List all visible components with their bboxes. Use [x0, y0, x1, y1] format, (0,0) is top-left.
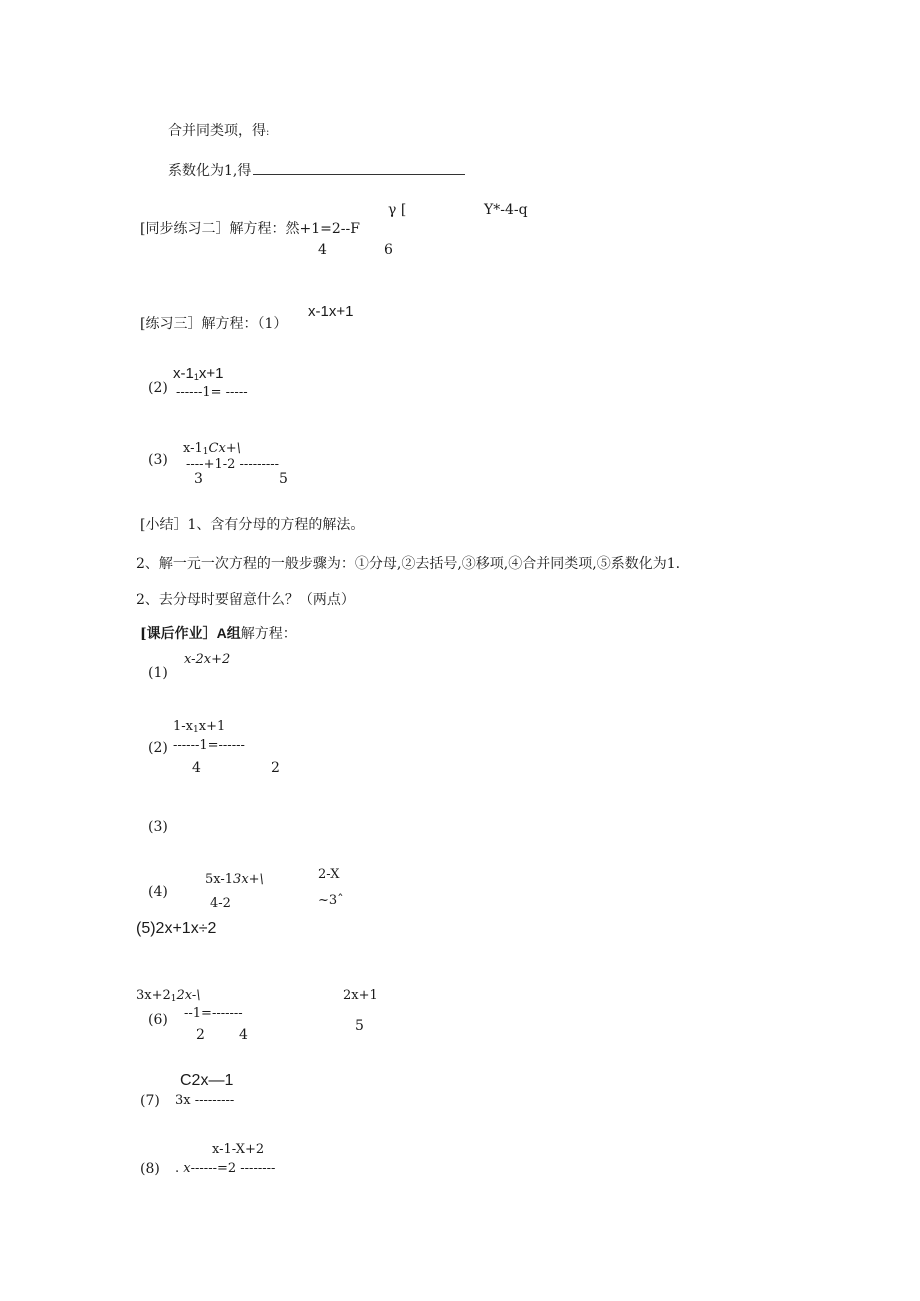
numerator: [205, 872, 264, 888]
denominator: 5: [279, 471, 288, 487]
numerator: [173, 366, 223, 385]
numerator: [173, 719, 225, 738]
problem-label: (3): [148, 452, 168, 468]
problem-label: (2): [148, 380, 168, 396]
numerator: x-2x+2: [184, 652, 231, 667]
text-line: [168, 123, 269, 141]
problem-label: (3): [148, 819, 168, 835]
text: 1: [202, 447, 209, 457]
problem-line: (5)2x+1x÷2: [136, 920, 217, 937]
text: 1: [193, 372, 199, 382]
answer-blank: [253, 162, 465, 175]
text-line: 2、去分母时要留意什么？（两点）: [136, 592, 355, 608]
text: 系数化为1,得: [168, 163, 252, 179]
text: Cx+\: [208, 441, 242, 456]
text: 3x+2: [136, 988, 171, 1003]
denominator: 6: [384, 242, 393, 258]
text: 合并同类项，得: [168, 123, 266, 139]
text: .: [175, 1161, 180, 1176]
text: 1: [170, 994, 177, 1004]
text-line: [168, 162, 465, 179]
numerator: 2-X: [318, 867, 340, 882]
text: 解方程：: [240, 626, 297, 642]
fraction-line: ------1= -----: [176, 385, 248, 400]
text: A组: [216, 625, 241, 641]
text: γ [: [388, 202, 407, 218]
fraction-line: [175, 1161, 275, 1177]
numerator: x-1x+1: [308, 303, 354, 320]
section-heading: [140, 625, 297, 642]
text: 1-x: [173, 719, 193, 734]
fraction-line: ----+1-2 ---------: [186, 457, 280, 472]
problem-label: (8): [140, 1161, 160, 1177]
text: 2x-\: [176, 988, 201, 1003]
denominator: 4: [192, 760, 201, 776]
denominator: 4: [318, 242, 327, 258]
numerator: x-1-X+2: [212, 1142, 265, 1157]
numerator: [136, 988, 201, 1007]
text: 5x-1: [205, 872, 234, 887]
numerator: 2x+1: [343, 988, 378, 1003]
fraction-line: --1=-------: [184, 1006, 243, 1021]
denominator: 2: [271, 760, 280, 776]
text: Y*-4-q: [484, 202, 528, 218]
problem-label: (6): [148, 1012, 168, 1028]
denominator: 4-2: [210, 896, 231, 911]
text: x-1: [183, 441, 203, 456]
problem-label: (4): [148, 884, 168, 900]
problem-label: (7): [140, 1093, 160, 1109]
denominator: 4: [239, 1027, 248, 1043]
fraction-line: ------1=------: [173, 738, 245, 753]
text-line: 2、解一元一次方程的一般步骤为：①分母,②去括号,③移项,④合并同类项,⑤系数化为1.: [136, 556, 681, 572]
text: :: [266, 127, 270, 138]
denominator: 5: [355, 1018, 364, 1034]
text-line: [小结］1、含有分母的方程的解法。: [140, 517, 365, 533]
text: 3x+\: [233, 872, 264, 887]
denominator: ~3ˆ: [318, 893, 344, 908]
text: x-1: [173, 365, 194, 382]
denominator: 2: [196, 1027, 205, 1043]
text: x+1: [198, 365, 224, 382]
text: x: [183, 1161, 191, 1176]
problem-label: (2): [148, 740, 168, 756]
text: x+1: [198, 719, 226, 734]
denominator: 3: [194, 471, 203, 487]
problem-label: (1): [148, 665, 168, 681]
text: [课后作业］: [140, 626, 217, 642]
text-line: [练习三］解方程：（1）: [140, 316, 288, 332]
fraction-line: 3x ---------: [175, 1093, 235, 1108]
text: ------=2 --------: [190, 1161, 276, 1176]
numerator: C2x—1: [180, 1072, 234, 1089]
text-line: [同步练习二］解方程：然+1=2--F: [140, 221, 360, 237]
text: 1: [193, 725, 199, 735]
